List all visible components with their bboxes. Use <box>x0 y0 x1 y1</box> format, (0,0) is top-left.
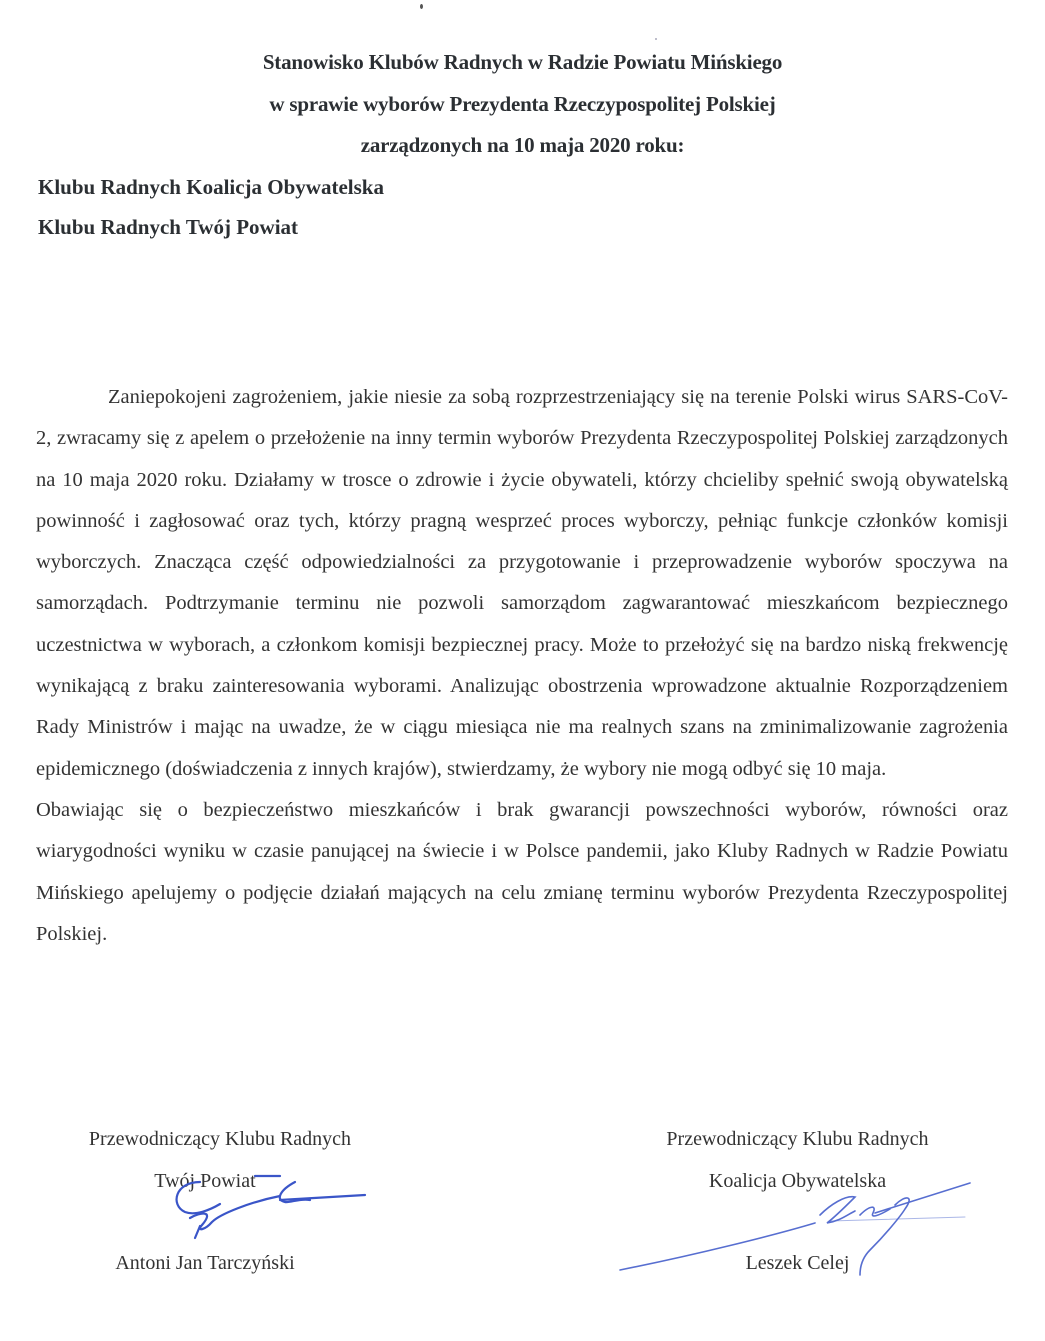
handwritten-signature-left <box>160 1170 370 1250</box>
signature-left-club: Twój Powiat <box>154 1170 256 1192</box>
signature-right-club: Koalicja Obywatelska <box>708 1170 887 1192</box>
scan-speck <box>420 4 423 9</box>
signature-right-role: Przewodniczący Klubu Radnych <box>666 1128 929 1150</box>
body-paragraph-1: Zaniepokojeni zagrożeniem, jakie niesie za sobą rozprzestrzeniający się na terenie Polski wirus SARS-CoV-2, zwracamy się z apelem o przełożenie na inny termin wyborów Prezydenta Rzeczypospolitej Polskiej zarządzonych na 10 maja 2020 roku. Działamy w trosce o zdrowie i życie obywateli, którzy chcieliby spełnić swoją obywatelską powinność i zagłosować oraz tych, którzy pragną wesprzeć proces wyborczy, pełniąc funkcje członków komisji wyborczych. Znacząca część odpowiedzialności za przygotowanie i przeprowadzenie wyborów spoczywa na samorządach. Podtrzymanie terminu nie pozwoli samorządom zagwarantować mieszkańcom bezpiecznego uczestnictwa w wyborach, a członkom komisji bezpiecznej pracy. Może to przełożyć się na bardzo niską frekwencję wynikającą z braku zainteresowania wyborami. Analizując obostrzenia wprowadzone aktualnie Rozporządzeniem Rady Ministrów i mając na uwadze, że w ciągu miesiąca nie ma realnych szans na zminimalizowanie zagrożenia epidemicznego (doświadczenia z innych krajów), stwierdzamy, że wybory nie mogą odbyć się 10 maja. <box>36 386 1008 780</box>
scan-speck <box>655 38 657 40</box>
club-twoj-powiat: Klubu Radnych Twój Powiat <box>38 215 299 239</box>
document-title-line-2: w sprawie wyborów Prezydenta Rzeczypospolitej Polskiej <box>269 92 776 116</box>
document-title-line-3: zarządzonych na 10 maja 2020 roku: <box>360 133 685 157</box>
club-koalicja-obywatelska: Klubu Radnych Koalicja Obywatelska <box>38 175 384 199</box>
handwritten-signature-right <box>615 1175 975 1285</box>
document-body <box>36 377 1008 955</box>
signature-left-name: Antoni Jan Tarczyński <box>115 1252 295 1274</box>
body-paragraph-2: Obawiając się o bezpieczeństwo mieszkańców i brak gwarancji powszechności wyborów, równości oraz wiarygodności wyniku w czasie panującej na świecie i w Polsce pandemii, jako Kluby Radnych w Radzie Powiatu Mińskiego apelujemy o podjęcie działań mających na celu zmianę terminu wyborów Prezydenta Rzeczypospolitej Polskiej. <box>36 798 1008 945</box>
document-title-line-1: Stanowisko Klubów Radnych w Radzie Powiatu Mińskiego <box>262 50 783 74</box>
signature-right-name: Leszek Celej <box>745 1252 850 1274</box>
signature-left-role: Przewodniczący Klubu Radnych <box>88 1128 352 1150</box>
